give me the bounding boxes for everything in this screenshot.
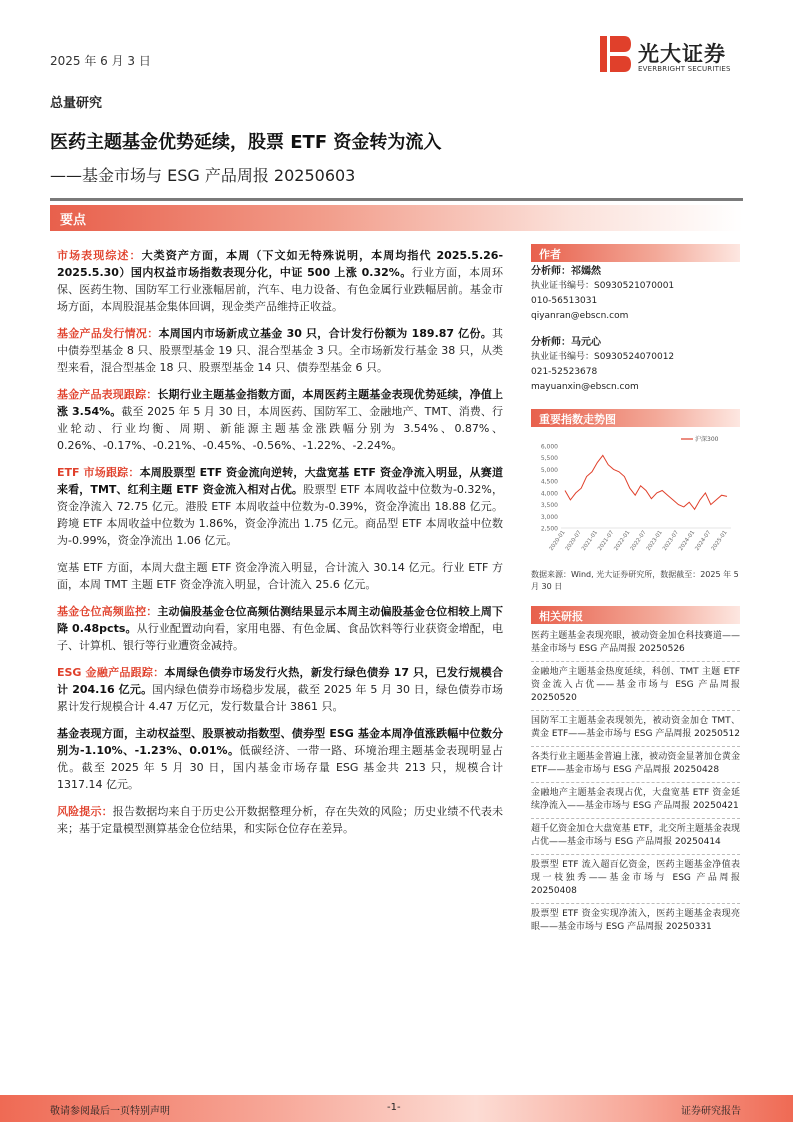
research-item[interactable]: 股票型 ETF 流入超百亿资金，医药主题基金净值表现一枝独秀——基金市场与 ESG 产品周报 20250408	[531, 855, 740, 904]
paragraph-market-overview	[57, 247, 503, 315]
bold-text: 大类资产方面，本周（下文如无特殊说明，本周均指代 2025.5.26-2025.5.30）国内权益市场指数表现分化，中证 500 上涨 0.32%。	[57, 249, 504, 279]
author-email[interactable]: qiyanran@ebscn.com	[531, 311, 629, 321]
x-tick-label: 2024-01	[678, 529, 697, 552]
body-text: 报告数据均来自于历史公开数据整理分析，存在失效的风险；历史业绩不代表未来；基于定量模型测算基金仓位结果，和实际仓位存在差异。	[57, 805, 504, 835]
x-tick-label: 2024-07	[694, 529, 713, 552]
y-tick-label: 3,500	[540, 502, 558, 510]
author-name: 分析师：马元心	[531, 337, 601, 348]
report-category: 总量研究	[50, 96, 103, 111]
paragraph-esg-performance	[57, 725, 503, 793]
x-tick-label: 2020-07	[564, 529, 583, 552]
x-tick-label: 2025-01	[710, 529, 729, 552]
author-cert: 执业证书编号：S0930524070012	[531, 352, 675, 362]
research-header	[531, 606, 740, 624]
body-text: 行业方面，本周环保、医药生物、国防军工行业涨幅居前，汽车、电力设备、有色金属行业跌幅居前。基金市场方面，本周股混基金集体回调，现金类产品维持正收益。	[57, 266, 503, 313]
report-date: 2025 年 6 月 3 日	[50, 54, 151, 68]
y-tick-label: 3,000	[540, 513, 558, 521]
research-item[interactable]: 各类行业主题基金普遍上涨，被动资金显著加仓黄金 ETF——基金市场与 ESG 产品周报 20250428	[531, 747, 740, 783]
bold-text: 基金表现方面，主动权益型、股票被动指数型、债券型 ESG 基金本周净值涨跌幅中位数分别为-1.10%、-1.23%、0.01%。	[57, 727, 503, 757]
research-heading: 相关研报	[539, 610, 583, 623]
author-name: 分析师：祁嫣然	[531, 266, 601, 277]
authors-heading: 作者	[539, 248, 561, 261]
y-tick-label: 5,500	[540, 455, 558, 463]
chart-heading: 重要指数走势图	[539, 413, 616, 426]
y-tick-label: 4,500	[540, 478, 558, 486]
author-cert: 执业证书编号：S0930521070001	[531, 281, 675, 291]
body-text: 国内绿色债券市场稳步发展，截至 2025 年 5 月 30 日，绿色债券市场累计发行规模合计 4.47 万亿元，发行数量合计 3861 只。	[57, 683, 504, 713]
legend-label: 沪深300	[695, 436, 719, 443]
paragraph-etf-broad: 宽基 ETF 方面，本周大盘主题 ETF 资金净流入明显，合计流入 30.14 亿元。行业 ETF 方面，本周 TMT 主题 ETF 资金净流入明显，合计流入 25.6 亿元。	[57, 561, 503, 591]
body-text: 截至 2025 年 5 月 30 日，本周医药、国防军工、金融地产、TMT、消费、行业轮动、行业均衡、周期、新能源主题基金涨跌幅分别为 3.54%、0.87%、0.26%、-0.17%、-0.21%、-0.45%、-0.56%、-1.22%、-2.24%。	[57, 405, 503, 452]
report-subtitle: ——基金市场与 ESG 产品周报 20250603	[50, 166, 356, 185]
paragraph-position-monitor	[57, 603, 503, 654]
y-tick-label: 4,000	[540, 490, 558, 498]
paragraph-esg-products	[57, 664, 503, 715]
lead-label: 风险提示：	[57, 805, 113, 818]
bold-text: 长期行业主题基金指数方面，本周医药主题基金表现优势延续，净值上涨 3.54%。	[57, 388, 504, 418]
x-tick-label: 2022-01	[613, 529, 632, 552]
page-number: -1-	[387, 1102, 401, 1113]
x-tick-label: 2023-01	[645, 529, 664, 552]
logo-cn-text: 光大证券	[638, 42, 726, 66]
y-tick-label: 6,000	[540, 443, 558, 451]
index-trend-chart	[531, 432, 741, 567]
author-1	[531, 265, 740, 323]
research-item[interactable]: 金融地产主题基金热度延续，科创、TMT 主题 ETF 资金流入占优——基金市场与 ESG 产品周报 20250520	[531, 662, 740, 711]
lead-label: ETF 市场跟踪：	[57, 466, 140, 479]
bold-text: 本周国内市场新成立基金 30 只，合计发行份额为 189.87 亿份。	[158, 327, 492, 340]
research-item[interactable]: 股票型 ETF 资金实现净流入，医药主题基金表现亮眼——基金市场与 ESG 产品周报 20250331	[531, 909, 740, 932]
key-points-banner	[50, 205, 743, 231]
paragraph-etf-tracking	[57, 464, 503, 549]
main-content	[57, 247, 503, 847]
x-tick-label: 2021-01	[580, 529, 600, 552]
x-tick-label: 2021-07	[597, 529, 616, 552]
research-list	[531, 626, 740, 939]
research-item[interactable]: 国防军工主题基金表现领先，被动资金加仓 TMT、黄金 ETF——基金市场与 ESG 产品周报 20250512	[531, 711, 740, 747]
bold-text: 本周股票型 ETF 资金流向逆转，大盘宽基 ETF 资金净流入明显，从赛道来看，TMT、红利主题 ETF 资金流入相对占优。	[57, 466, 503, 496]
body-text: 低碳经济、一带一路、环境治理主题基金表现明显占优。截至 2025 年 5 月 30 日，国内基金市场存量 ESG 基金共 213 只，规模合计 1317.14 亿元。	[57, 744, 503, 791]
series-line	[565, 455, 727, 509]
x-tick-label: 2023-07	[661, 529, 681, 552]
research-item[interactable]: 金融地产主题基金表现占优，大盘宽基 ETF 资金延续净流入——基金市场与 ESG 产品周报 20250421	[531, 783, 740, 819]
author-phone: 021-52523678	[531, 367, 598, 377]
authors-header	[531, 244, 740, 262]
research-item[interactable]: 超千亿资金加仓大盘宽基 ETF，北交所主题基金表现占优——基金市场与 ESG 产品周报 20250414	[531, 819, 740, 855]
y-tick-label: 2,500	[540, 525, 558, 533]
author-email[interactable]: mayuanxin@ebscn.com	[531, 382, 639, 392]
logo-en-text: EVERBRIGHT SECURITIES	[638, 65, 731, 73]
body-text: 其中债券型基金 8 只、股票型基金 19 只、混合型基金 3 只。全市场新发行基金 38 只，从类型来看，混合型基金 18 只、股票型基金 14 只、债券型基金 6 只。	[57, 327, 503, 374]
bold-text: 本周绿色债券市场发行火热，新发行绿色债券 17 只，已发行规模合计 204.16 亿元。	[57, 666, 504, 696]
report-title: 医药主题基金优势延续，股票 ETF 资金转为流入	[50, 132, 442, 153]
chart-header	[531, 409, 740, 427]
title-divider	[50, 198, 743, 201]
research-item[interactable]: 医药主题基金表现亮眼，被动资金加仓科技赛道——基金市场与 ESG 产品周报 20250526	[531, 626, 740, 662]
lead-label: 基金产品发行情况：	[57, 327, 159, 340]
paragraph-fund-performance	[57, 386, 503, 454]
lead-label: 基金仓位高频监控：	[57, 605, 158, 618]
key-points-label: 要点	[60, 213, 87, 228]
paragraph-fund-issuance	[57, 325, 503, 376]
y-tick-label: 5,000	[540, 466, 558, 474]
footer-disclaimer[interactable]: 敬请参阅最后一页特别声明	[50, 1106, 170, 1117]
page-footer	[0, 1095, 793, 1122]
lead-label: ESG 金融产品跟踪：	[57, 666, 165, 679]
body-text: 从行业配置动向看，家用电器、有色金属、食品饮料等行业获资金增配，电子、计算机、银行等行业遭资金减持。	[57, 622, 504, 652]
footer-report-type: 证券研究报告	[681, 1106, 741, 1117]
author-phone: 010-56513031	[531, 296, 598, 306]
paragraph-risk-warning	[57, 803, 503, 837]
bold-text: 主动偏股基金仓位高频估测结果显示本周主动偏股基金仓位相较上周下降 0.48pcts。	[57, 605, 504, 635]
x-tick-label: 2022-07	[629, 529, 648, 552]
company-logo	[598, 34, 748, 78]
body-text: 股票型 ETF 本周收益中位数为-0.32%，资金净流入 72.75 亿元。港股 ETF 本周收益中位数为-0.39%，资金净流出 18.88 亿元。跨境 ETF 本周收益中位数为 1.86%，资金净流出 1.75 亿元。商品型 ETF 本周收益中位数为-0.99%，资金净流出 1.06 亿元。	[57, 483, 503, 547]
chart-source-note: 数据来源：Wind, 光大证券研究所，数据截至：2025 年 5 月 30 日	[531, 570, 739, 591]
lead-label: 市场表现综述：	[57, 249, 142, 262]
x-tick-label: 2020-01	[548, 529, 567, 552]
author-2	[531, 336, 740, 394]
logo-mark-icon	[598, 34, 632, 74]
lead-label: 基金产品表现跟踪：	[57, 388, 158, 401]
